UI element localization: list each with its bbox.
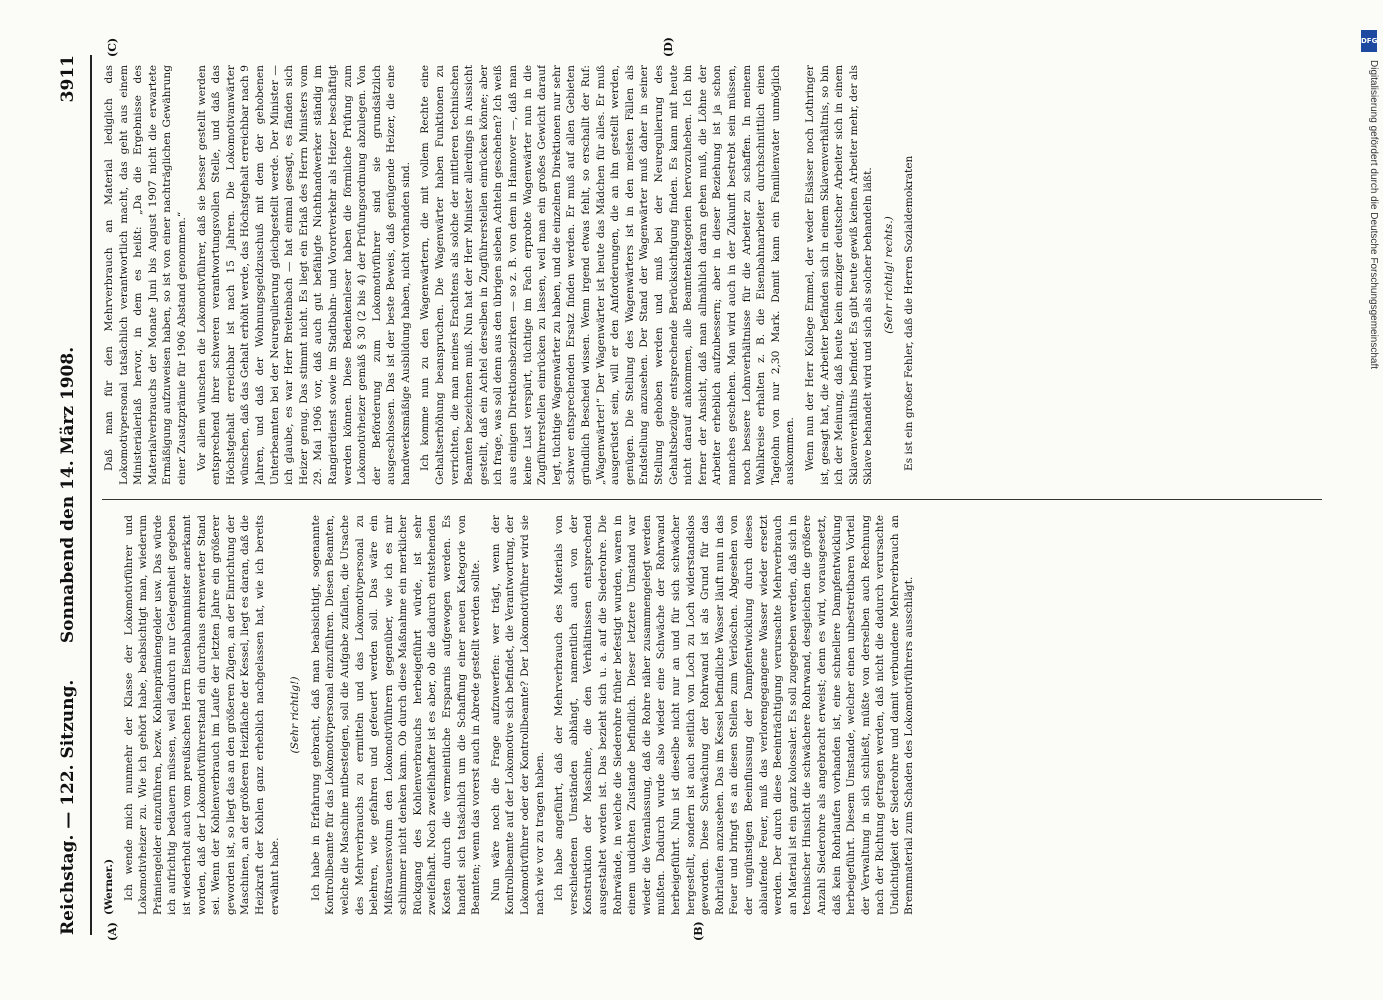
digitization-credit: Digitalisierung gefördert durch die Deutsche Forschungsgemeinschaft bbox=[1368, 60, 1379, 370]
column-divider bbox=[102, 499, 1322, 500]
interjection: (Sehr richtig! rechts.) bbox=[882, 216, 895, 334]
margin-marker-a: (A) bbox=[106, 922, 119, 941]
paragraph: Nun wäre noch die Frage aufzuwerfen: wer trägt, wenn der Kontrollbeamte auf der Lokomotive sich befindet, die Verantwortung, der Lokomotivführer oder der Kontrollbeamte? Der Lokomotivführer wird sie nach wie vor zu tragen haben. bbox=[489, 515, 546, 915]
speaker-name: (Werner.) bbox=[103, 858, 115, 915]
paragraph: Ich habe in Erfahrung gebracht, daß man beabsichtigt, sogenannte Kontrollbeamte für das Lokomotivpersonal einzuführen. Diesen Beamten, welche die Maschine mitbesteigen, soll die Aufgabe zufallen, die Ursache des Mehrverbrauchs zu ermitteln und das Lokomotivpersonal zu belehren, wie gefahren und gefeuert werden soll. Das wäre ein Mißtrauensvotum den Lokomotivführern gegenüber, wie ich es mir schlimmer nicht denken kann. Ob durch diese Maßnahme ein merklicher Rückgang des Kohlenverbrauchs herbeigeführt würde, ist sehr zweifelhaft. Noch zweifelhafter ist es aber, ob die dadurch entstehenden Kosten durch die vermeintliche Ersparnis aufgewogen werden. Es handelt sich tatsächlich um die Schaffung einer neuen Kategorie von Beamten; wenn das vorerst auch in Abrede gestellt werden sollte. bbox=[309, 515, 483, 915]
rotated-document-sheet bbox=[42, 35, 1342, 955]
paragraph: Daß man für den Mehrverbrauch an Material lediglich das Lokomotivpersonal tatsächlich verantwortlich macht, das geht aus einem Ministerialerlaß hervor, in dem es heißt: „Da die Ergebnisse des Materialverbrauchs der Monate Juni bis August 1907 nicht die erwartete Ermäßigung aufzuweisen haben, so ist von einer nachträglichen Gewährung einer Zusatzprämie für 1906 Abstand genommen.“ bbox=[103, 65, 188, 485]
right-text-column bbox=[102, 65, 1322, 485]
header-date: Sonnabend den 14. März 1908. bbox=[58, 346, 78, 644]
paragraph: Ich habe angeführt, daß der Mehrverbrauch des Materials von verschiedenen Umständen abhängt, namentlich auch von der Konstruktion der Maschine, die den Verhältnissen entsprechend ausgestaltet worden ist. Das bezieht sich u. a. auf die Siederohre. Die Rohrwände, in welche die Siederohre früher befestigt wurden, waren in einem undichten Zustande befindlich. Dieser letztere Umstand war wieder die Veranlassung, daß die Rohre näher zusammengelegt werden mußten. Dadurch wurde also wieder eine Schwäche der Rohrwand herbeigeführt. Nun ist dieselbe nicht nur an und für sich schwächer hergestellt, sondern ist auch seitlich von Loch zu Loch widerstandslos geworden. Diese Schwächung der Rohrwand ist als Grund für das Rohrlaufen anzusehen. Das im Kessel befindliche Wasser läuft nun in das Feuer und bringt es an diesen Stellen zum Verlöschen. Abgesehen von der ungünstigen Beeinflussung der Dampfentwicklung durch dieses ablaufende Feuer, muß das verlorengegangene Wasser wieder ersetzt werden. Der durch diese Beeinträchtigung verursachte Mehrverbrauch an Material ist ein ganz kolossaler. Es soll zugegeben werden, daß sich in technischer Hinsicht die schwächere Rohrwand, desgleichen die größere Anzahl Siederohre als angebracht erweist; denn es wird, vorausgesetzt, daß kein Rohrlaufen vorhanden ist, eine schnellere Dampfentwicklung herbeigeführt. Diesem Umstande, welcher einen unbestreitbaren Vorteil der Verwaltung in sich schließt, müßte von derselben auch Rechnung nach der Richtung getragen werden, daß nicht die dadurch verursachte Undichtigkeit der Siederohre und damit verbundene Mehrverbrauch an Brennmaterial zum Schaden des Lokomotivführers ausschlägt. bbox=[553, 515, 916, 915]
page-number: 3911 bbox=[58, 55, 78, 103]
paragraph: Wenn nun der Herr Kollege Emmel, der weder Elsässer noch Lothringer ist, gesagt hat, die Arbeiter befänden sich in einem Sklavenverhältnis, so bin ich der Meinung, daß heute kein einziger deutscher Arbeiter sich in einem Sklavenverhältnis befindet. Es gibt heute gewiß keinen Arbeiter mehr, der als Sklave behandelt wird und sich als solcher behandeln läßt. bbox=[803, 65, 875, 485]
digitization-note bbox=[1357, 30, 1379, 970]
running-head bbox=[50, 55, 92, 935]
paragraph: Ich komme nun zu den Wagenwärtern, die mit vollem Rechte eine Gehaltserhöhung beanspruchen. Die Wagenwärter haben Funktionen zu verrichten, die man meines Erachtens als solche der mittleren technischen Beamten bezeichnen muß. Nun hat der Herr Minister allerdings in Aussicht gestellt, daß ein Achtel derselben in Zugführerstellen einrücken könne; aber ich frage, was soll denn aus den übrigen sieben Achteln geschehen? Ich weiß aus einigen Direktionsbezirken — so z. B. von dem in Hannover —, daß man keine Lust verspürt, tüchtige im Fach erprobte Wagenwärter nun in die Zugführerstellen einrücken zu lassen, weil man ein großes Gewicht darauf legt, tüchtige Wagenwärter zu haben, und die einzelnen Direktionen nur sehr schwer entsprechenden Ersatz finden werden. Er muß auf allen Gebieten gründlich Bescheid wissen. Wenn irgend etwas fehlt, so erschallt der Ruf: „Wagenwärter!“ Der Wagenwärter ist heute das Mädchen für alles. Er muß ausgerüstet sein, will er den Anforderungen, die an ihn gestellt werden, genügen. Die Stellung des Wagenwärters ist in den meisten Fällen als Endstellung anzusehen. Der Stand der Wagenwärter muß daher in seiner Stellung gehoben werden und muß bei der Neuregulierung des Gehaltsbezüge entsprechende Berücksichtigung finden. Es kann mit heute nicht darauf ankommen, alle Beamtenkategorien hervorzuheben. Ich bin ferner der Ansicht, daß man allmählich daran gehen muß, die Löhne der Arbeiter erheblich aufzubessern; aber in dieser Beziehung ist ja schon manches geschehen. Man wird auch in der Zukunft bestrebt sein müssen, noch bessere Lohnverhältnisse für die Arbeiter zu schaffen. In meinem Wahlkreise erhalten z. B. die Eisenbahnarbeiter durchschnittlich einen Tagelohn von nur 2,30 Mark. Damit kann ein Familienvater unmöglich auskommen. bbox=[419, 65, 797, 485]
interjection: (Sehr richtig!) bbox=[289, 676, 302, 754]
paragraph: Es ist ein großer Fehler, daß die Herren Sozialdemokraten bbox=[903, 155, 916, 471]
margin-marker-c: (C) bbox=[106, 37, 119, 57]
header-left: Reichstag. — 122. Sitzung. bbox=[58, 679, 78, 935]
margin-marker-b: (B) bbox=[692, 921, 705, 941]
paragraph: Ich wende mich nunmehr der Klasse der Lokomotivführer und Lokomotivheizer zu. Wie ich gehört habe, beabsichtigt man, wiederum Prämiengelder einzuführen, bezw. Kohlenprämiengelder usw. Das würde ich aufrichtig bedauern müssen, weil dadurch nur Gelegenheit gegeben ist wiederholt auch vom preußischen Herrn Eisenbahnminister anerkannt worden, daß der Lokomotivführerstand ein durchaus ehrenwerter Stand sei. Wenn der Kohlenverbrauch im Laufe der letzten Jahre ein größerer geworden ist, so liegt das an den größeren Zügen, an der Einrichtung der Maschinen, an der größeren Heizfläche der Kessel, liegt es daran, daß die Heizkraft der Kohlen ganz erheblich nachgelassen hat, wie ich bereits erwähnt habe. bbox=[122, 515, 281, 915]
dfg-logo: DFG bbox=[1361, 30, 1377, 52]
paragraph: Vor allem wünschen die Lokomotivführer, daß sie besser gestellt werden entsprechend ihrer schweren verantwortungsvollen Stelle, und daß das Höchstgehalt erreichbar ist nach 15 Jahren. Die Lokomotivanwärter wünschen, daß das Gehalt erhöht werde, das Höchstgehalt erreichbar nach 9 Jahren, und daß der Wohnungsgeldzuschuß mit dem der gehobenen Unterbeamten bei der Neuregulierung gleichgestellt werde. Der Minister — ich glaube, es war Herr Breitenbach — hat einmal gesagt, es fänden sich Heizer genug. Das stimmt nicht. Es liegt ein Erlaß des Herrn Ministers vom 29. Mai 1906 vor, daß auch gut befähigte Nichthandwerker ständig im Rangierdienst sowie im Stadtbahn- und Vorortverkehr als Heizer beschäftigt werden können. Diese Bedenkenleser haben die förmliche Prüfung zum Lokomotivheizer gemäß § 30 (2 bis 4) der Prüfungsordnung abzulegen. Von der Beförderung zum Lokomotivführer sind sie grundsätzlich ausgeschlossen. Das ist der beste Beweis, daß genügende Heizer, die eine handwerksmäßige Ausbildung haben, nicht vorhanden sind. bbox=[195, 65, 412, 485]
margin-marker-d: (D) bbox=[662, 37, 675, 57]
left-text-column bbox=[102, 515, 1322, 915]
